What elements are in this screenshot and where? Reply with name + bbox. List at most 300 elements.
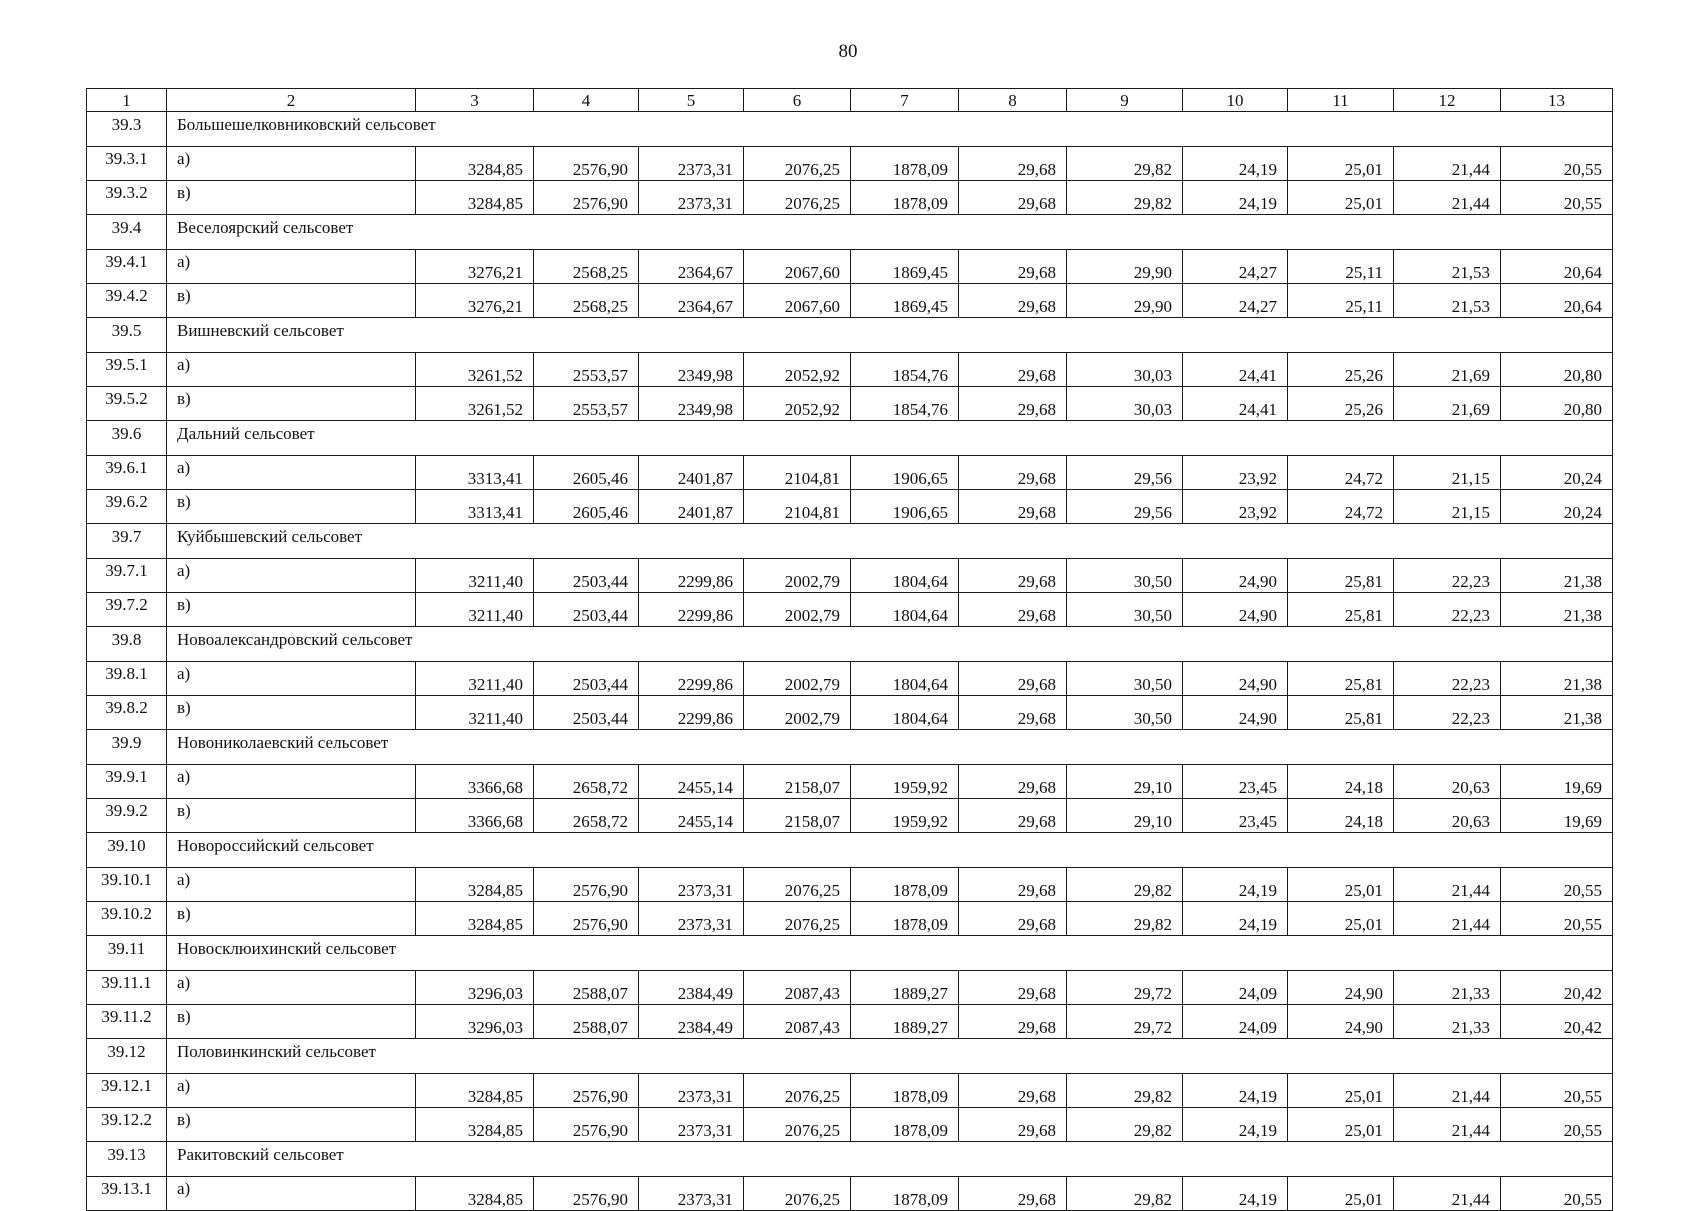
value-cell: 29,68 — [959, 868, 1067, 902]
row-number: 39.5.1 — [87, 353, 167, 387]
value-cell: 29,68 — [959, 696, 1067, 730]
value-cell: 2658,72 — [534, 765, 639, 799]
value-cell: 24,90 — [1183, 662, 1288, 696]
value-cell: 1878,09 — [851, 181, 959, 215]
value-cell: 25,81 — [1288, 696, 1394, 730]
value-cell: 30,50 — [1067, 662, 1183, 696]
table-row — [87, 799, 1613, 833]
group-header-row — [87, 524, 1613, 559]
table-row — [87, 1005, 1613, 1039]
table-row — [87, 456, 1613, 490]
group-name: Ракитовский сельсовет — [167, 1142, 1613, 1177]
table-row — [87, 559, 1613, 593]
value-cell: 24,90 — [1183, 559, 1288, 593]
value-cell: 24,90 — [1288, 971, 1394, 1005]
value-cell: 24,18 — [1288, 765, 1394, 799]
value-cell: 29,82 — [1067, 902, 1183, 936]
value-cell: 23,92 — [1183, 456, 1288, 490]
table-row — [87, 284, 1613, 318]
table-row — [87, 971, 1613, 1005]
value-cell: 3284,85 — [416, 868, 534, 902]
table-row — [87, 1108, 1613, 1142]
value-cell: 24,19 — [1183, 1074, 1288, 1108]
row-number: 39.7.1 — [87, 559, 167, 593]
value-cell: 19,69 — [1501, 765, 1613, 799]
value-cell: 2349,98 — [639, 353, 744, 387]
row-label: а) — [167, 1177, 416, 1211]
value-cell: 2568,25 — [534, 284, 639, 318]
value-cell: 1869,45 — [851, 250, 959, 284]
table-row — [87, 765, 1613, 799]
value-cell: 20,64 — [1501, 250, 1613, 284]
value-cell: 29,68 — [959, 456, 1067, 490]
row-number: 39.3.1 — [87, 147, 167, 181]
value-cell: 20,24 — [1501, 490, 1613, 524]
value-cell: 21,33 — [1394, 1005, 1501, 1039]
value-cell: 2384,49 — [639, 971, 744, 1005]
column-header: 7 — [851, 89, 959, 112]
value-cell: 1959,92 — [851, 799, 959, 833]
value-cell: 29,68 — [959, 250, 1067, 284]
group-name: Новониколаевский сельсовет — [167, 730, 1613, 765]
row-label: а) — [167, 147, 416, 181]
value-cell: 1854,76 — [851, 353, 959, 387]
value-cell: 20,55 — [1501, 1108, 1613, 1142]
value-cell: 24,19 — [1183, 1108, 1288, 1142]
value-cell: 2158,07 — [744, 799, 851, 833]
value-cell: 2067,60 — [744, 284, 851, 318]
table-row — [87, 868, 1613, 902]
value-cell: 2087,43 — [744, 1005, 851, 1039]
value-cell: 3284,85 — [416, 1108, 534, 1142]
table-body — [87, 89, 1613, 1211]
value-cell: 2067,60 — [744, 250, 851, 284]
value-cell: 25,81 — [1288, 559, 1394, 593]
value-cell: 29,82 — [1067, 147, 1183, 181]
row-label: в) — [167, 696, 416, 730]
value-cell: 21,69 — [1394, 353, 1501, 387]
value-cell: 3211,40 — [416, 696, 534, 730]
row-number: 39.9.1 — [87, 765, 167, 799]
value-cell: 24,19 — [1183, 902, 1288, 936]
value-cell: 29,56 — [1067, 490, 1183, 524]
column-header: 13 — [1501, 89, 1613, 112]
row-label: в) — [167, 387, 416, 421]
value-cell: 2076,25 — [744, 147, 851, 181]
value-cell: 20,55 — [1501, 868, 1613, 902]
value-cell: 2576,90 — [534, 1108, 639, 1142]
group-name: Вишневский сельсовет — [167, 318, 1613, 353]
value-cell: 2455,14 — [639, 765, 744, 799]
value-cell: 1878,09 — [851, 1074, 959, 1108]
value-cell: 2503,44 — [534, 593, 639, 627]
value-cell: 2076,25 — [744, 181, 851, 215]
row-number: 39.10.2 — [87, 902, 167, 936]
value-cell: 1959,92 — [851, 765, 959, 799]
row-number: 39.12.2 — [87, 1108, 167, 1142]
value-cell: 25,01 — [1288, 1177, 1394, 1211]
row-label: а) — [167, 1074, 416, 1108]
value-cell: 2052,92 — [744, 353, 851, 387]
group-header-row — [87, 833, 1613, 868]
value-cell: 29,82 — [1067, 1108, 1183, 1142]
value-cell: 21,15 — [1394, 456, 1501, 490]
group-header-row — [87, 1039, 1613, 1074]
value-cell: 2576,90 — [534, 1074, 639, 1108]
value-cell: 29,68 — [959, 1177, 1067, 1211]
group-header-row — [87, 215, 1613, 250]
value-cell: 20,24 — [1501, 456, 1613, 490]
value-cell: 29,68 — [959, 799, 1067, 833]
value-cell: 2588,07 — [534, 971, 639, 1005]
table-row — [87, 250, 1613, 284]
value-cell: 29,68 — [959, 353, 1067, 387]
group-number: 39.7 — [87, 524, 167, 559]
value-cell: 19,69 — [1501, 799, 1613, 833]
value-cell: 25,81 — [1288, 662, 1394, 696]
value-cell: 21,44 — [1394, 1177, 1501, 1211]
value-cell: 2576,90 — [534, 868, 639, 902]
group-header-row — [87, 936, 1613, 971]
value-cell: 2076,25 — [744, 868, 851, 902]
value-cell: 22,23 — [1394, 559, 1501, 593]
value-cell: 21,33 — [1394, 971, 1501, 1005]
value-cell: 1878,09 — [851, 1177, 959, 1211]
value-cell: 2076,25 — [744, 1177, 851, 1211]
group-header-row — [87, 1142, 1613, 1177]
row-label: а) — [167, 765, 416, 799]
row-label: в) — [167, 1108, 416, 1142]
value-cell: 24,19 — [1183, 868, 1288, 902]
value-cell: 29,82 — [1067, 1074, 1183, 1108]
row-label: а) — [167, 971, 416, 1005]
group-name: Большешелковниковский сельсовет — [167, 112, 1613, 147]
value-cell: 30,50 — [1067, 559, 1183, 593]
row-number: 39.9.2 — [87, 799, 167, 833]
value-cell: 21,44 — [1394, 1108, 1501, 1142]
value-cell: 24,19 — [1183, 147, 1288, 181]
value-cell: 20,42 — [1501, 1005, 1613, 1039]
value-cell: 21,44 — [1394, 1074, 1501, 1108]
value-cell: 21,44 — [1394, 147, 1501, 181]
value-cell: 29,68 — [959, 593, 1067, 627]
value-cell: 20,55 — [1501, 1177, 1613, 1211]
value-cell: 25,26 — [1288, 387, 1394, 421]
value-cell: 25,01 — [1288, 181, 1394, 215]
value-cell: 1869,45 — [851, 284, 959, 318]
value-cell: 3276,21 — [416, 284, 534, 318]
value-cell: 29,10 — [1067, 765, 1183, 799]
column-header: 6 — [744, 89, 851, 112]
value-cell: 1878,09 — [851, 868, 959, 902]
group-number: 39.5 — [87, 318, 167, 353]
value-cell: 29,68 — [959, 490, 1067, 524]
table-row — [87, 902, 1613, 936]
value-cell: 24,27 — [1183, 250, 1288, 284]
group-name: Половинкинский сельсовет — [167, 1039, 1613, 1074]
value-cell: 2158,07 — [744, 765, 851, 799]
value-cell: 29,82 — [1067, 1177, 1183, 1211]
value-cell: 2576,90 — [534, 147, 639, 181]
group-number: 39.11 — [87, 936, 167, 971]
value-cell: 29,68 — [959, 1005, 1067, 1039]
value-cell: 2576,90 — [534, 181, 639, 215]
value-cell: 20,42 — [1501, 971, 1613, 1005]
value-cell: 2002,79 — [744, 662, 851, 696]
value-cell: 2002,79 — [744, 559, 851, 593]
value-cell: 23,92 — [1183, 490, 1288, 524]
value-cell: 2605,46 — [534, 490, 639, 524]
value-cell: 3284,85 — [416, 147, 534, 181]
value-cell: 30,03 — [1067, 353, 1183, 387]
group-number: 39.3 — [87, 112, 167, 147]
group-number: 39.9 — [87, 730, 167, 765]
group-number: 39.10 — [87, 833, 167, 868]
value-cell: 1906,65 — [851, 456, 959, 490]
value-cell: 24,41 — [1183, 387, 1288, 421]
value-cell: 1889,27 — [851, 971, 959, 1005]
row-number: 39.3.2 — [87, 181, 167, 215]
value-cell: 2373,31 — [639, 1177, 744, 1211]
table-row — [87, 593, 1613, 627]
value-cell: 3261,52 — [416, 387, 534, 421]
value-cell: 24,27 — [1183, 284, 1288, 318]
row-number: 39.4.2 — [87, 284, 167, 318]
value-cell: 21,38 — [1501, 559, 1613, 593]
column-header: 2 — [167, 89, 416, 112]
value-cell: 1804,64 — [851, 696, 959, 730]
value-cell: 24,09 — [1183, 1005, 1288, 1039]
value-cell: 1878,09 — [851, 1108, 959, 1142]
table-row — [87, 387, 1613, 421]
group-number: 39.12 — [87, 1039, 167, 1074]
row-label: в) — [167, 593, 416, 627]
value-cell: 2299,86 — [639, 696, 744, 730]
value-cell: 30,03 — [1067, 387, 1183, 421]
value-cell: 25,11 — [1288, 284, 1394, 318]
group-number: 39.6 — [87, 421, 167, 456]
value-cell: 2503,44 — [534, 559, 639, 593]
value-cell: 3284,85 — [416, 1074, 534, 1108]
value-cell: 2104,81 — [744, 490, 851, 524]
column-header: 5 — [639, 89, 744, 112]
value-cell: 2588,07 — [534, 1005, 639, 1039]
value-cell: 2373,31 — [639, 868, 744, 902]
value-cell: 25,11 — [1288, 250, 1394, 284]
column-header-row — [87, 89, 1613, 112]
value-cell: 1889,27 — [851, 1005, 959, 1039]
value-cell: 2087,43 — [744, 971, 851, 1005]
value-cell: 20,80 — [1501, 353, 1613, 387]
value-cell: 20,55 — [1501, 902, 1613, 936]
value-cell: 25,01 — [1288, 1074, 1394, 1108]
group-header-row — [87, 421, 1613, 456]
value-cell: 29,68 — [959, 662, 1067, 696]
value-cell: 25,01 — [1288, 902, 1394, 936]
value-cell: 29,68 — [959, 559, 1067, 593]
table-row — [87, 696, 1613, 730]
row-label: а) — [167, 662, 416, 696]
value-cell: 2349,98 — [639, 387, 744, 421]
row-label: в) — [167, 799, 416, 833]
value-cell: 21,53 — [1394, 250, 1501, 284]
table-row — [87, 490, 1613, 524]
value-cell: 25,01 — [1288, 868, 1394, 902]
value-cell: 22,23 — [1394, 593, 1501, 627]
value-cell: 2384,49 — [639, 1005, 744, 1039]
group-header-row — [87, 730, 1613, 765]
value-cell: 29,68 — [959, 1108, 1067, 1142]
group-header-row — [87, 627, 1613, 662]
value-cell: 2373,31 — [639, 181, 744, 215]
value-cell: 23,45 — [1183, 799, 1288, 833]
value-cell: 2364,67 — [639, 250, 744, 284]
row-label: а) — [167, 456, 416, 490]
row-label: а) — [167, 868, 416, 902]
value-cell: 2002,79 — [744, 593, 851, 627]
row-number: 39.6.2 — [87, 490, 167, 524]
value-cell: 25,81 — [1288, 593, 1394, 627]
value-cell: 24,19 — [1183, 181, 1288, 215]
value-cell: 2299,86 — [639, 662, 744, 696]
value-cell: 2576,90 — [534, 1177, 639, 1211]
row-number: 39.12.1 — [87, 1074, 167, 1108]
group-name: Куйбышевский сельсовет — [167, 524, 1613, 559]
value-cell: 2076,25 — [744, 1108, 851, 1142]
value-cell: 24,19 — [1183, 1177, 1288, 1211]
value-cell: 29,56 — [1067, 456, 1183, 490]
table-row — [87, 147, 1613, 181]
value-cell: 2373,31 — [639, 147, 744, 181]
value-cell: 21,53 — [1394, 284, 1501, 318]
table-row — [87, 662, 1613, 696]
value-cell: 2104,81 — [744, 456, 851, 490]
value-cell: 2401,87 — [639, 456, 744, 490]
value-cell: 25,01 — [1288, 147, 1394, 181]
value-cell: 3284,85 — [416, 181, 534, 215]
value-cell: 2076,25 — [744, 1074, 851, 1108]
value-cell: 2373,31 — [639, 1108, 744, 1142]
row-label: а) — [167, 559, 416, 593]
value-cell: 25,26 — [1288, 353, 1394, 387]
value-cell: 29,68 — [959, 765, 1067, 799]
row-label: в) — [167, 284, 416, 318]
value-cell: 3211,40 — [416, 662, 534, 696]
value-cell: 2658,72 — [534, 799, 639, 833]
value-cell: 3313,41 — [416, 456, 534, 490]
value-cell: 1804,64 — [851, 593, 959, 627]
column-header: 10 — [1183, 89, 1288, 112]
column-header: 3 — [416, 89, 534, 112]
table-row — [87, 1074, 1613, 1108]
value-cell: 23,45 — [1183, 765, 1288, 799]
table-row — [87, 181, 1613, 215]
value-cell: 2568,25 — [534, 250, 639, 284]
value-cell: 21,44 — [1394, 902, 1501, 936]
value-cell: 29,68 — [959, 181, 1067, 215]
value-cell: 25,01 — [1288, 1108, 1394, 1142]
value-cell: 3366,68 — [416, 765, 534, 799]
group-header-row — [87, 318, 1613, 353]
value-cell: 30,50 — [1067, 593, 1183, 627]
row-number: 39.8.2 — [87, 696, 167, 730]
group-name: Новоалександровский сельсовет — [167, 627, 1613, 662]
group-number: 39.13 — [87, 1142, 167, 1177]
value-cell: 29,68 — [959, 387, 1067, 421]
value-cell: 29,90 — [1067, 284, 1183, 318]
value-cell: 21,44 — [1394, 868, 1501, 902]
value-cell: 29,10 — [1067, 799, 1183, 833]
value-cell: 2299,86 — [639, 559, 744, 593]
row-label: в) — [167, 1005, 416, 1039]
value-cell: 29,68 — [959, 1074, 1067, 1108]
value-cell: 3284,85 — [416, 1177, 534, 1211]
value-cell: 24,18 — [1288, 799, 1394, 833]
row-number: 39.7.2 — [87, 593, 167, 627]
value-cell: 2373,31 — [639, 1074, 744, 1108]
value-cell: 24,90 — [1183, 696, 1288, 730]
value-cell: 3296,03 — [416, 1005, 534, 1039]
value-cell: 2401,87 — [639, 490, 744, 524]
value-cell: 29,72 — [1067, 971, 1183, 1005]
row-label: а) — [167, 250, 416, 284]
value-cell: 22,23 — [1394, 696, 1501, 730]
table-row — [87, 353, 1613, 387]
page-number: 80 — [838, 41, 858, 62]
value-cell: 3313,41 — [416, 490, 534, 524]
row-number: 39.6.1 — [87, 456, 167, 490]
value-cell: 20,55 — [1501, 181, 1613, 215]
value-cell: 30,50 — [1067, 696, 1183, 730]
value-cell: 2576,90 — [534, 902, 639, 936]
value-cell: 29,68 — [959, 147, 1067, 181]
row-number: 39.11.1 — [87, 971, 167, 1005]
row-number: 39.4.1 — [87, 250, 167, 284]
row-number: 39.5.2 — [87, 387, 167, 421]
value-cell: 3261,52 — [416, 353, 534, 387]
value-cell: 24,90 — [1183, 593, 1288, 627]
value-cell: 1878,09 — [851, 902, 959, 936]
value-cell: 24,09 — [1183, 971, 1288, 1005]
table-row — [87, 1177, 1613, 1211]
value-cell: 29,68 — [959, 284, 1067, 318]
value-cell: 2503,44 — [534, 662, 639, 696]
tariff-table — [86, 88, 1613, 1211]
value-cell: 20,64 — [1501, 284, 1613, 318]
value-cell: 1804,64 — [851, 662, 959, 696]
value-cell: 20,63 — [1394, 799, 1501, 833]
value-cell: 22,23 — [1394, 662, 1501, 696]
value-cell: 29,90 — [1067, 250, 1183, 284]
value-cell: 24,90 — [1288, 1005, 1394, 1039]
column-header: 1 — [87, 89, 167, 112]
row-label: в) — [167, 181, 416, 215]
value-cell: 21,38 — [1501, 662, 1613, 696]
value-cell: 1906,65 — [851, 490, 959, 524]
group-name: Новороссийский сельсовет — [167, 833, 1613, 868]
value-cell: 2605,46 — [534, 456, 639, 490]
value-cell: 24,72 — [1288, 490, 1394, 524]
group-name: Новосклюихинский сельсовет — [167, 936, 1613, 971]
value-cell: 29,68 — [959, 971, 1067, 1005]
row-number: 39.11.2 — [87, 1005, 167, 1039]
value-cell: 1878,09 — [851, 147, 959, 181]
row-number: 39.10.1 — [87, 868, 167, 902]
column-header: 8 — [959, 89, 1067, 112]
value-cell: 29,72 — [1067, 1005, 1183, 1039]
column-header: 12 — [1394, 89, 1501, 112]
value-cell: 29,82 — [1067, 868, 1183, 902]
